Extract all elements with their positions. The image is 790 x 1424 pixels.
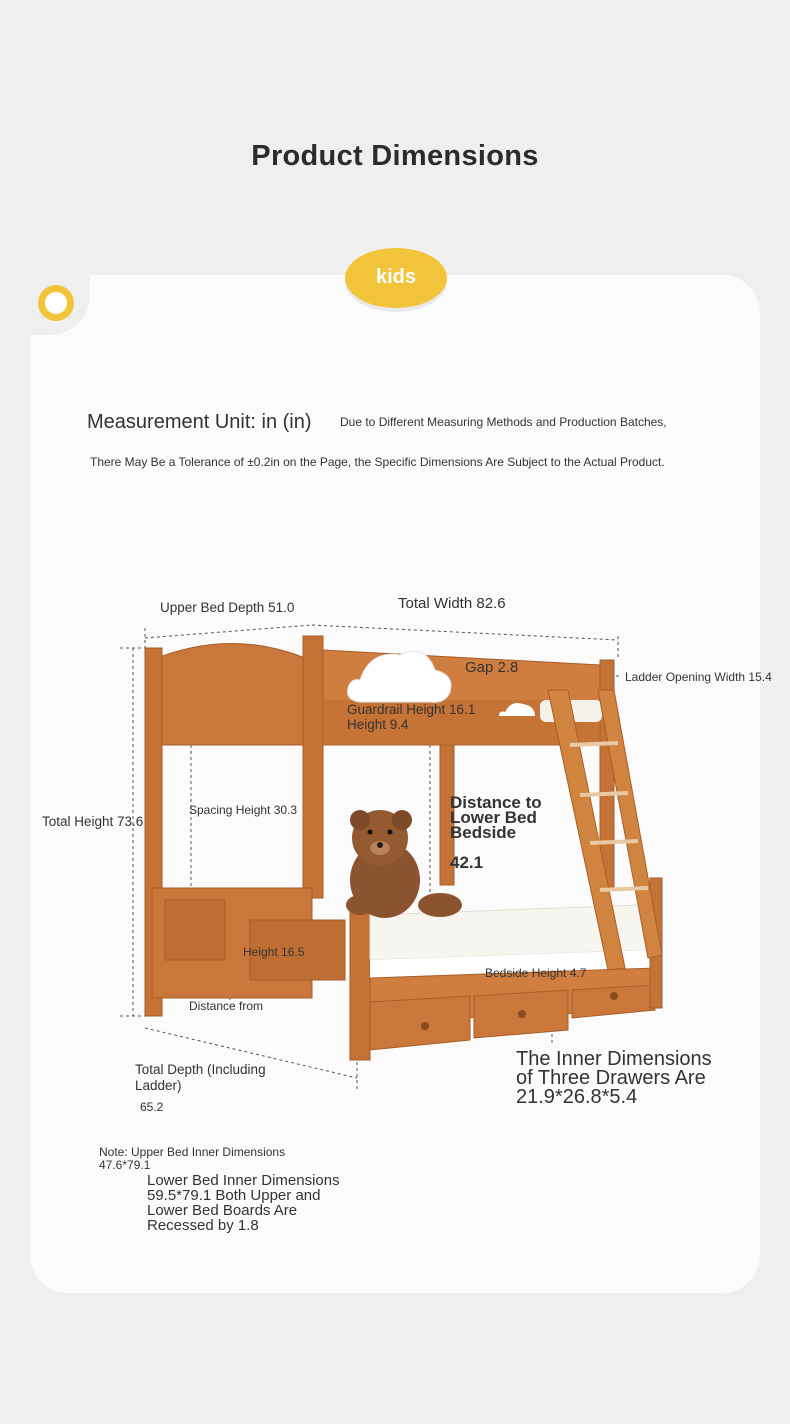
bedside-height-label: Bedside Height 4.7 (485, 966, 587, 980)
tolerance-note-line-1: Due to Different Measuring Methods and Production Batches, (340, 415, 667, 429)
drawer-dimensions-note: The Inner Dimensions of Three Drawers Are 21.9*26.8*5.4 (516, 1048, 712, 1108)
ladder-opening-label: Ladder Opening Width 15.4 (625, 670, 772, 684)
height-16-5-label: Height 16.5 (243, 945, 305, 959)
lower-bed-inner-note: Lower Bed Inner Dimensions 59.5*79.1 Both Upper and Lower Bed Boards Are Recessed by 1.8 (147, 1172, 340, 1234)
upper-bed-depth-label: Upper Bed Depth 51.0 (160, 600, 295, 615)
guardrail-sub-height-label: Height 9.4 (347, 717, 409, 732)
kids-badge: kids (345, 248, 447, 308)
measurement-unit-label: Measurement Unit: in (in) (87, 411, 312, 433)
distance-from-label: Distance from (189, 999, 264, 1013)
total-height-label: Total Height 73.6 (42, 814, 144, 829)
total-width-label: Total Width 82.6 (398, 595, 506, 612)
tolerance-note-line-2: There May Be a Tolerance of ±0.2in on the Page, the Specific Dimensions Are Subject to the Actual Product. (90, 455, 665, 469)
upper-bed-inner-note: Note: Upper Bed Inner Dimensions 47.6*79.1 (99, 1145, 286, 1172)
distance-lower-bed-label: Distance to Lower Bed Bedside (450, 793, 542, 842)
distance-lower-bed-value: 42.1 (450, 853, 484, 872)
total-depth-label: Total Depth (Including Ladder) (135, 1062, 266, 1093)
page-title: Product Dimensions (251, 140, 539, 172)
spacing-height-label: Spacing Height 30.3 (189, 803, 298, 817)
guardrail-height-label: Guardrail Height 16.1 (347, 702, 476, 717)
total-depth-value: 65.2 (140, 1100, 164, 1114)
gap-label: Gap 2.8 (465, 659, 519, 676)
